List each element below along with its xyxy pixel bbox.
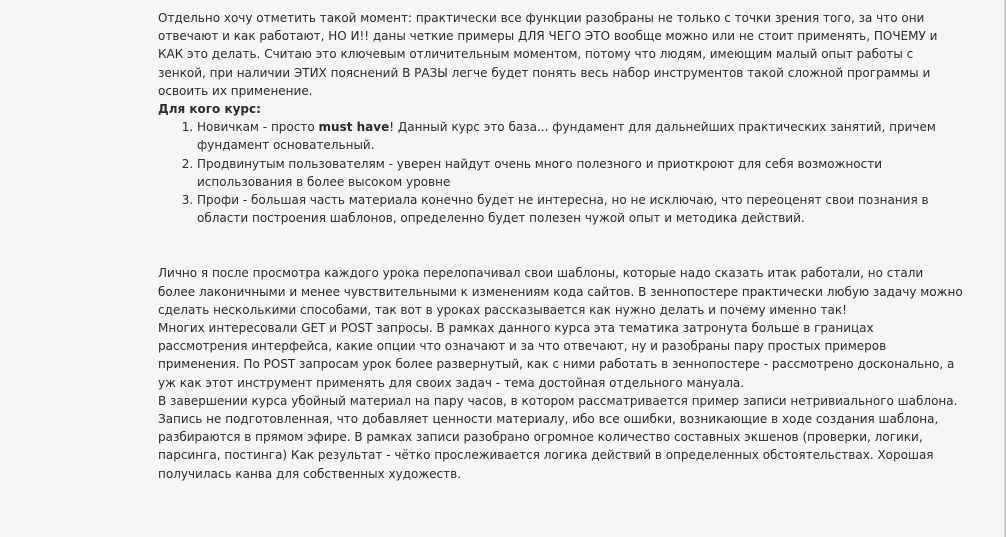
list-item-text: Профи - большая часть материала конечно будет не интересна, но не исключаю, что переоценят свои познания в области построения шаблонов, определенно будет полезен чужой опыт и методика действий. [197, 193, 929, 226]
audience-heading: Для кого курс: [158, 102, 261, 117]
must-have-emphasis: must have [318, 120, 390, 135]
list-item-text-rest: ! Данный курс это база... фундамент для дальнейших практических занятий, причем фундамент основательный. [197, 120, 936, 153]
course-final-paragraph: В завершении курса убойный материал на пару часов, в котором рассматривается пример записи нетривиального шаблона. Запись не подготовленная, что добавляет ценности материалу, ибо все ошибки, возникающие в ходе создания шаблона, разбираются в прямом эфире. В рамках записи разобрано огромное количество составных экшенов (проверки, логики, парсинга, постинга) Как результат - чётко прослеживается логика действий в определенных обстоятельствах. Хорошая получилась канва для собственных художеств. [158, 393, 958, 481]
list-item-text: Новичкам - просто [197, 120, 319, 135]
intro-paragraph: Отдельно хочу отметить такой момент: практически все функции разобраны не только с точки зрения того, за что они отвечают и как работают, НО И!! даны четкие примеры ДЛЯ ЧЕГО ЭТО вообще можно или не стоит применять, ПОЧЕМУ и КАК это делать. Считаю это ключевым отличительным моментом, потому что людям, имеющим малый опыт работы с зенкой, при наличии ЭТИХ пояснений В РАЗЫ легче будет понять весь набор инструментов такой сложной программы и освоить их применение. [158, 11, 938, 98]
audience-list [158, 118, 963, 227]
get-post-requests-paragraph: Многих интересовали GET и POST запросы. В рамках данного курса эта тематика затронута больше в границах рассмотрения интерфейса, какие опции что означают и за что отвечают, ну и разобраны пару простых примеров применения. По POST запросам урок более развернутый, как с ними работать в зеннопостере - рассмотрено досконально, а уж как этот инструмент применять для своих задач - тема достойная отдельного мануала. [158, 321, 955, 390]
post-body [158, 9, 963, 483]
personal-experience-paragraph: Лично я после просмотра каждого урока перелопачивал свои шаблоны, которые надо сказать итак работали, но стали более лаконичными и менее чувствительными к изменениям кода сайтов. В зеннопостере практически любую задачу можно сделать несколькими способами, так вот в уроках рассказывается как нужно делать и почему именно так! [158, 266, 963, 317]
list-item [197, 118, 963, 154]
list-item [197, 155, 963, 191]
list-item-text: Продвинутым пользователям - уверен найдут очень много полезного и приоткроют для себя возможности использования в более высоком уровне [197, 156, 883, 189]
list-item [197, 191, 963, 227]
